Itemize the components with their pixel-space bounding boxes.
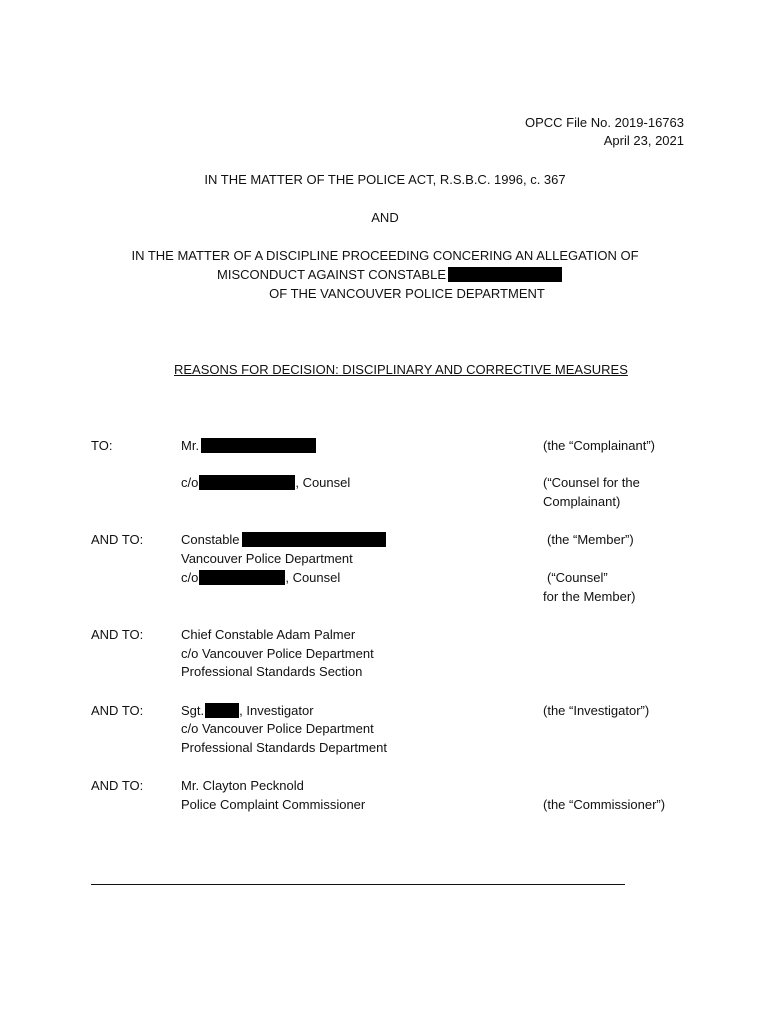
bottom-divider [91, 884, 625, 885]
chief-name: Chief Constable Adam Palmer [181, 627, 356, 642]
complainant-role: (the “Complainant”) [543, 438, 655, 453]
member-counsel [181, 569, 340, 587]
counsel-suffix: , Counsel [295, 475, 351, 490]
commissioner-label: AND TO: [91, 778, 144, 793]
complainant-counsel-role-1: (“Counsel for the [543, 475, 640, 490]
caption-line-3 [217, 266, 562, 284]
member-name [181, 531, 386, 549]
investigator-department: c/o Vancouver Police Department [181, 721, 374, 736]
caption-and: AND [371, 210, 399, 225]
caption-line-1: IN THE MATTER OF THE POLICE ACT, R.S.B.C. 1996, c. 367 [204, 172, 566, 187]
redaction-bar [205, 703, 239, 718]
investigator-suffix: , Investigator [239, 703, 314, 718]
commissioner-name: Mr. Clayton Pecknold [181, 778, 304, 793]
co-prefix: c/o [181, 475, 199, 490]
caption-line-4: OF THE VANCOUVER POLICE DEPARTMENT [269, 286, 545, 301]
caption-line-2: IN THE MATTER OF A DISCIPLINE PROCEEDING CONCERING AN ALLEGATION OF [131, 248, 639, 263]
member-prefix: Constable [181, 532, 240, 547]
decision-title-text: REASONS FOR DECISION: DISCIPLINARY AND CORRECTIVE MEASURES [174, 362, 628, 377]
chief-label: AND TO: [91, 627, 144, 642]
redaction-bar [242, 532, 386, 547]
document-date: April 23, 2021 [603, 133, 684, 148]
co-prefix: c/o [181, 570, 199, 585]
member-role: (the “Member”) [547, 532, 634, 547]
member-department: Vancouver Police Department [181, 551, 353, 566]
investigator-name [181, 702, 314, 720]
counsel-suffix: , Counsel [285, 570, 341, 585]
investigator-role: (the “Investigator”) [543, 703, 650, 718]
complainant-prefix: Mr. [181, 438, 200, 453]
redaction-bar [448, 267, 562, 282]
commissioner-role: (the “Commissioner”) [543, 797, 666, 812]
file-number: OPCC File No. 2019-16763 [525, 115, 684, 130]
commissioner-title: Police Complaint Commissioner [181, 797, 366, 812]
redaction-bar [199, 475, 295, 490]
chief-section: Professional Standards Section [181, 664, 363, 679]
caption-line-3-text: MISCONDUCT AGAINST CONSTABLE [217, 267, 446, 282]
redaction-bar [201, 438, 316, 453]
redaction-bar [199, 570, 285, 585]
complainant-counsel-role-2: Complainant) [543, 494, 621, 509]
investigator-section: Professional Standards Department [181, 740, 387, 755]
decision-title [174, 361, 628, 379]
complainant-counsel [181, 474, 350, 492]
to-label: TO: [91, 438, 113, 453]
member-counsel-role-2: for the Member) [543, 589, 636, 604]
complainant-name [181, 437, 316, 455]
member-counsel-role-1: (“Counsel” [547, 570, 608, 585]
investigator-label: AND TO: [91, 703, 144, 718]
investigator-prefix: Sgt. [181, 703, 205, 718]
member-label: AND TO: [91, 532, 144, 547]
chief-department: c/o Vancouver Police Department [181, 646, 374, 661]
